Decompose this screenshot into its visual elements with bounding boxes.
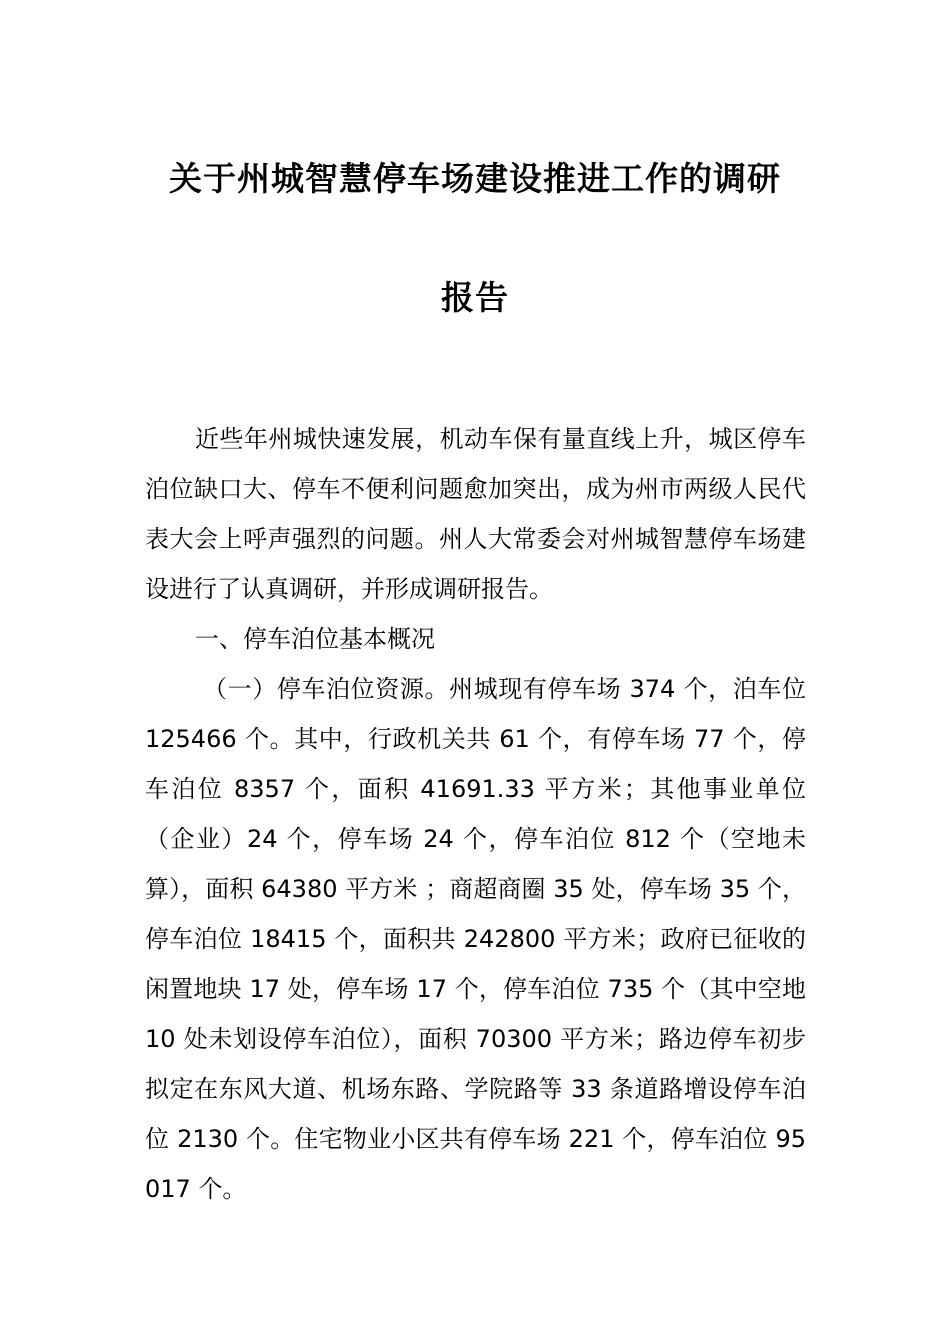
intro-paragraph: 近些年州城快速发展，机动车保有量直线上升，城区停车泊位缺口大、停车不便利问题愈加突出，成为州市两级人民代表大会上呼声强烈的问题。州人大常委会对州城智慧停车场建设进行了认真调研，并形成调研报告。	[145, 425, 806, 603]
document-title-line-2: 报告	[441, 278, 509, 317]
section-paragraph: （一）停车泊位资源。州城现有停车场 374 个，泊车位 125466 个。其中，行政机关共 61 个，有停车场 77 个，停车泊位 8357 个，面积 41691.33 平方米；其他事业单位（企业）24 个，停车场 24 个，停车泊位 812 个（空地未算），面积 64380 平方米 ；商超商圈 35 处，停车场 35 个，停车泊位 18415 个，面积共 242800 平方米；政府已征收的闲置地块 17 处，停车场 17 个，停车泊位 735 个（其中空地 10 处未划设停车泊位），面积 70300 平方米；路边停车初步拟定在东风大道、机场东路、学院路等 33 条道路增设停车泊位 2130 个。住宅物业小区共有停车场 221 个，停车泊位 95017 个。	[145, 675, 806, 1203]
document-title-line-1: 关于州城智慧停车场建设推进工作的调研	[169, 159, 781, 198]
section-heading: 一、停车泊位基本概况	[195, 625, 435, 653]
